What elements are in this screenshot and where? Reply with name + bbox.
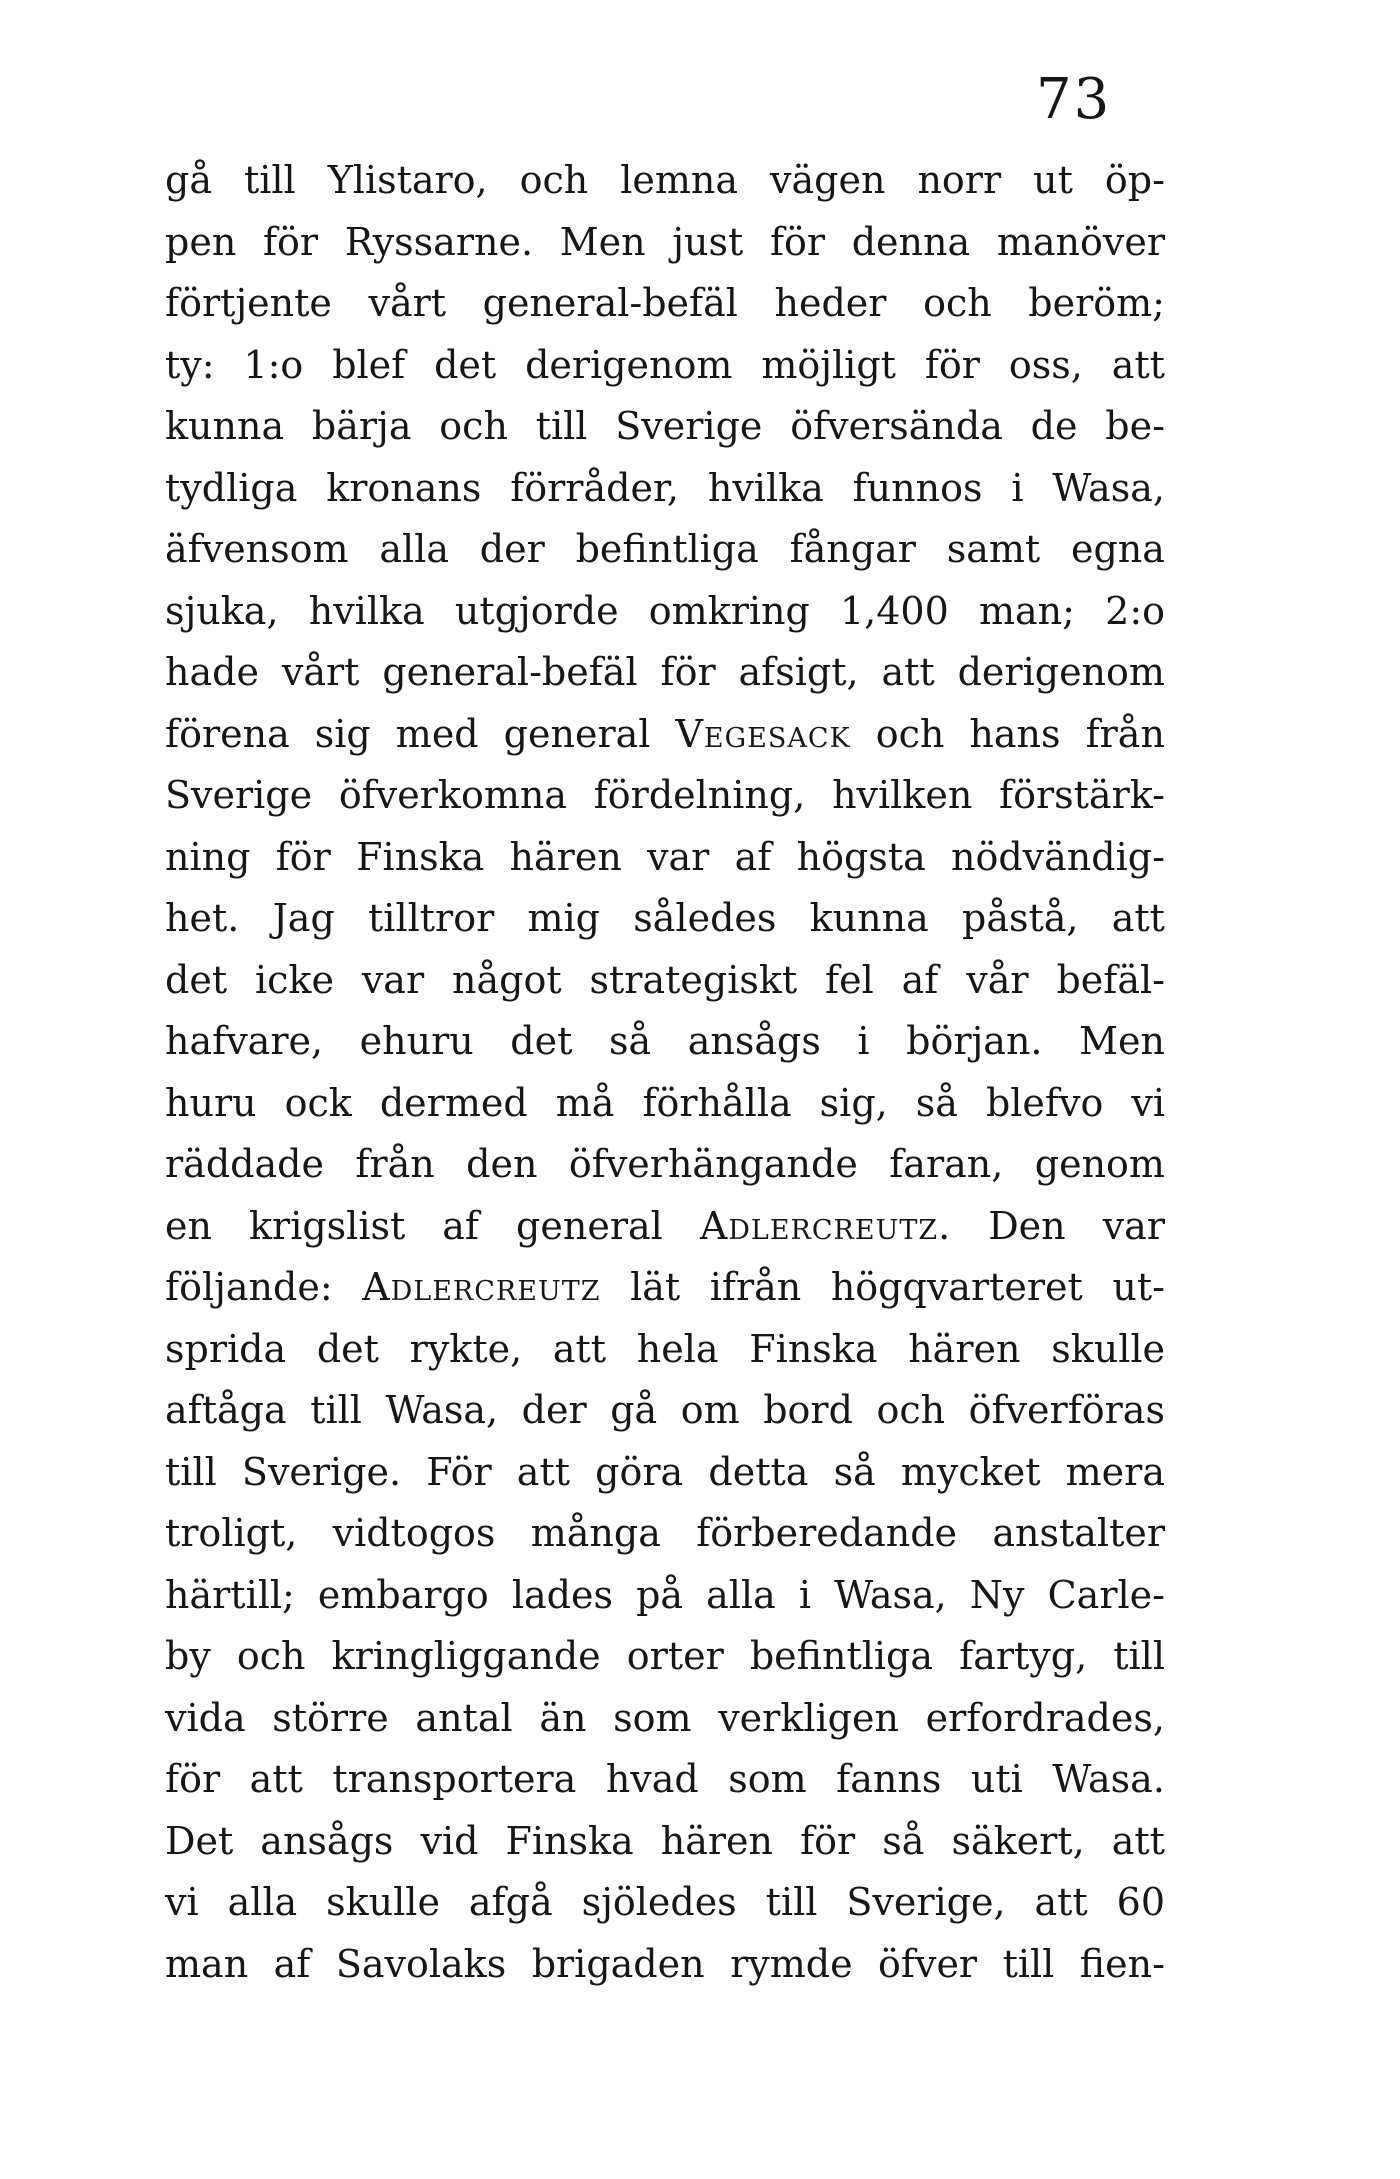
- word: Det: [165, 1818, 234, 1863]
- word: förtjente: [165, 281, 332, 325]
- word: så: [833, 1449, 876, 1494]
- word: general: [503, 711, 651, 756]
- word: vid: [420, 1818, 479, 1863]
- word: på: [636, 1572, 684, 1617]
- word: nödvändig-: [951, 834, 1165, 879]
- word: pen: [165, 219, 237, 264]
- text-line: [165, 396, 1165, 458]
- word: kunna: [165, 404, 285, 448]
- word: antal: [415, 1695, 513, 1740]
- word: i: [798, 1572, 811, 1617]
- word: strategiskt: [589, 957, 798, 1002]
- text-line: [165, 888, 1165, 950]
- word: ning: [165, 834, 251, 879]
- word: Sverige: [615, 404, 763, 448]
- word: ifrån: [709, 1265, 802, 1309]
- word: i: [857, 1019, 870, 1063]
- word: lades: [511, 1572, 613, 1617]
- word: ock: [284, 1080, 352, 1125]
- word: hvad: [605, 1757, 699, 1801]
- word: samt: [946, 527, 1041, 571]
- text-line: [165, 765, 1165, 827]
- word: general: [516, 1203, 663, 1248]
- word: vidtogos: [332, 1511, 496, 1555]
- text-line: [165, 1442, 1165, 1504]
- word: och: [236, 1634, 306, 1678]
- word: vägen: [770, 158, 886, 202]
- word: mera: [1065, 1449, 1165, 1494]
- word: erfordrades,: [925, 1695, 1165, 1740]
- word: Finska: [749, 1326, 878, 1371]
- text-line: [165, 1257, 1165, 1319]
- word: var: [1102, 1203, 1165, 1248]
- word: förena: [165, 711, 290, 756]
- word: Wasa,: [1052, 465, 1165, 510]
- word: bord: [763, 1388, 853, 1432]
- word: ansågs: [260, 1818, 394, 1863]
- word: het.: [165, 896, 240, 940]
- word: till: [765, 1880, 818, 1924]
- word: göra: [595, 1449, 684, 1494]
- text-line: [165, 1934, 1165, 1996]
- word: lät: [630, 1265, 681, 1309]
- word: öfverhängande: [568, 1142, 858, 1186]
- word: det: [434, 342, 497, 387]
- word: Den: [988, 1203, 1066, 1248]
- word: många: [530, 1511, 661, 1555]
- word: må: [555, 1080, 615, 1125]
- word: Finska: [356, 834, 485, 879]
- word: äfvensom: [165, 527, 349, 571]
- word: för: [769, 219, 826, 264]
- word: skulle: [1051, 1326, 1165, 1371]
- text-line: [165, 1565, 1165, 1627]
- word: faran,: [889, 1142, 1004, 1186]
- word: be-: [1105, 404, 1165, 448]
- word: detta: [708, 1449, 809, 1494]
- word: något: [452, 957, 562, 1002]
- word: det: [316, 1326, 379, 1371]
- word: möjligt: [761, 342, 896, 387]
- word: kringliggande: [331, 1634, 601, 1678]
- word: i: [1011, 465, 1024, 510]
- word: manöver: [996, 219, 1165, 264]
- word: till: [243, 158, 296, 202]
- word: till: [1113, 1634, 1165, 1678]
- word: För: [426, 1449, 492, 1494]
- text-line: [165, 150, 1165, 212]
- text-line: [165, 1380, 1165, 1442]
- word: Wasa,: [385, 1388, 499, 1432]
- word: blef: [332, 342, 406, 387]
- word: der: [521, 1388, 587, 1432]
- word: så: [608, 1019, 652, 1063]
- word: att: [1034, 1880, 1088, 1924]
- word: att: [516, 1449, 570, 1494]
- word: man;: [978, 588, 1075, 633]
- word: hvilken: [832, 773, 973, 817]
- word: till: [310, 1388, 362, 1432]
- word: hafvare,: [165, 1019, 324, 1063]
- word: säkert,: [951, 1818, 1085, 1863]
- word: än: [539, 1695, 587, 1740]
- word: bärja: [311, 404, 412, 448]
- word: hären: [509, 834, 622, 879]
- word: 60: [1116, 1880, 1165, 1924]
- word: uti: [970, 1757, 1023, 1801]
- word: och: [876, 1388, 946, 1432]
- word: så: [915, 1080, 958, 1125]
- word: var: [361, 957, 425, 1002]
- word: utgjorde: [454, 588, 619, 633]
- word: för: [275, 834, 331, 879]
- word: afgå: [468, 1880, 553, 1924]
- name-small-caps: Adlercreutz.: [699, 1203, 952, 1248]
- word: general-befäl: [382, 650, 638, 694]
- word: ty:: [165, 342, 215, 387]
- body-text: [165, 150, 1165, 1995]
- word: tilltror: [368, 896, 495, 940]
- word: från: [355, 1142, 435, 1186]
- word: afsigt,: [738, 650, 859, 694]
- word: förhålla: [642, 1080, 792, 1125]
- word: som: [728, 1757, 807, 1801]
- word: transportera: [332, 1757, 577, 1801]
- word: till: [1002, 1941, 1055, 1986]
- word: öp-: [1104, 158, 1165, 202]
- name-small-caps: Adlercreutz: [362, 1265, 601, 1309]
- word: den: [466, 1142, 538, 1186]
- word: öfver: [878, 1941, 978, 1986]
- word: vårt: [368, 281, 447, 325]
- word: Carle-: [1047, 1572, 1165, 1617]
- word: vår: [966, 957, 1029, 1002]
- word: en: [165, 1203, 212, 1248]
- word: Men: [1079, 1019, 1165, 1063]
- text-line: [165, 1872, 1165, 1934]
- word: icke: [254, 957, 334, 1002]
- word: kunna: [809, 896, 929, 940]
- word: mig: [527, 896, 601, 940]
- text-line: [165, 1196, 1165, 1258]
- word: af: [734, 834, 772, 879]
- word: befäl-: [1056, 957, 1165, 1002]
- word: att: [881, 650, 935, 694]
- word: Sverige: [165, 773, 313, 817]
- word: blefvo: [985, 1080, 1104, 1125]
- word: man: [165, 1941, 249, 1986]
- word: general-befäl: [482, 281, 738, 325]
- word: med: [395, 711, 479, 756]
- word: lemna: [620, 158, 739, 202]
- word: för: [660, 650, 716, 694]
- text-line: [165, 1011, 1165, 1073]
- word: gå: [610, 1388, 658, 1432]
- word: oss,: [1008, 342, 1083, 387]
- word: vida: [165, 1695, 246, 1740]
- word: aftåga: [165, 1388, 287, 1432]
- word: omkring: [648, 588, 810, 633]
- text-line: [165, 1626, 1165, 1688]
- word: embargo: [317, 1572, 489, 1617]
- text-line: [165, 1319, 1165, 1381]
- word: Men: [559, 219, 646, 264]
- word: om: [680, 1388, 740, 1432]
- word: krigslist: [249, 1203, 406, 1248]
- word: påstå,: [962, 896, 1079, 940]
- word: för: [262, 219, 319, 264]
- word: fångar: [789, 527, 916, 571]
- word: vi: [165, 1880, 199, 1924]
- word: högqvarteret: [830, 1265, 1083, 1309]
- text-line: [165, 642, 1165, 704]
- text-line: [165, 1134, 1165, 1196]
- word: egna: [1070, 527, 1165, 571]
- text-line: [165, 827, 1165, 889]
- word: öfverkomna: [338, 773, 567, 817]
- word: by: [165, 1634, 211, 1678]
- word: ansågs: [687, 1019, 821, 1063]
- page-number: 73: [1036, 67, 1112, 132]
- word: att: [249, 1757, 303, 1801]
- word: följande:: [165, 1265, 333, 1309]
- word: ehuru: [359, 1019, 474, 1063]
- word: alla: [706, 1572, 776, 1617]
- word: hären: [660, 1818, 774, 1863]
- text-line: [165, 458, 1165, 520]
- word: just: [672, 219, 744, 264]
- word: troligt,: [165, 1511, 298, 1555]
- word: förråder,: [510, 465, 680, 510]
- word: Wasa.: [1052, 1757, 1165, 1801]
- word: sjuka,: [165, 588, 279, 633]
- word: beröm;: [1028, 281, 1165, 325]
- word: alla: [227, 1880, 298, 1924]
- word: högsta: [796, 834, 926, 879]
- word: mycket: [900, 1449, 1041, 1494]
- word: skulle: [326, 1880, 440, 1924]
- word: Ryssarne.: [344, 219, 534, 264]
- word: och: [519, 158, 589, 202]
- text-line: [165, 581, 1165, 643]
- word: början.: [906, 1019, 1043, 1063]
- text-line: [165, 212, 1165, 274]
- word: Finska: [505, 1818, 634, 1863]
- word: orter: [626, 1634, 724, 1678]
- word: befintliga: [749, 1634, 934, 1678]
- word: som: [613, 1695, 692, 1740]
- word: derigenom: [525, 342, 733, 387]
- word: till: [165, 1449, 217, 1494]
- word: förstärk-: [999, 773, 1165, 817]
- word: till: [535, 404, 588, 448]
- word: räddade: [165, 1142, 324, 1186]
- word: vårt: [281, 650, 360, 694]
- word: ut: [1033, 158, 1073, 202]
- word: att: [552, 1326, 607, 1371]
- word: från: [1085, 711, 1165, 756]
- word: anstalter: [992, 1511, 1165, 1555]
- word: brigaden: [531, 1941, 705, 1986]
- word: kronans: [326, 465, 482, 510]
- word: hären: [908, 1326, 1021, 1371]
- word: alla: [379, 527, 449, 571]
- word: de: [1030, 404, 1078, 448]
- word: hans: [969, 711, 1061, 756]
- word: tydliga: [165, 465, 298, 510]
- word: således: [633, 896, 777, 940]
- word: hvilka: [707, 465, 824, 510]
- word: hvilka: [308, 588, 425, 633]
- text-line: [165, 1073, 1165, 1135]
- word: befintliga: [575, 527, 759, 571]
- text-line: [165, 273, 1165, 335]
- name-small-caps: Vegesack: [675, 711, 851, 756]
- word: ut-: [1112, 1265, 1165, 1309]
- word: Ylistaro,: [327, 158, 488, 202]
- word: fördelning,: [593, 773, 806, 817]
- word: af: [901, 957, 939, 1002]
- word: rykte,: [409, 1326, 523, 1371]
- word: att: [1111, 1818, 1165, 1863]
- word: sig,: [819, 1080, 888, 1125]
- word: Wasa,: [834, 1572, 947, 1617]
- word: der: [479, 527, 545, 571]
- word: att: [1111, 896, 1165, 940]
- word: det: [510, 1019, 573, 1063]
- word: sig: [314, 711, 371, 756]
- word: öfverföras: [968, 1388, 1165, 1432]
- word: hade: [165, 650, 259, 694]
- word: funnos: [852, 465, 983, 510]
- word: af: [442, 1203, 480, 1248]
- text-line: [165, 1811, 1165, 1873]
- word: gå: [165, 158, 212, 202]
- word: Sverige,: [846, 1880, 1006, 1924]
- word: öfversända: [790, 404, 1003, 448]
- word: Jag: [272, 896, 335, 940]
- word: sjöledes: [581, 1880, 737, 1924]
- word: sprida: [165, 1326, 287, 1371]
- text-line: [165, 1749, 1165, 1811]
- word: Savolaks: [335, 1941, 507, 1986]
- text-line: [165, 1503, 1165, 1565]
- word: och: [439, 404, 508, 448]
- word: norr: [917, 158, 1002, 202]
- word: och: [875, 711, 945, 756]
- word: så: [882, 1818, 925, 1863]
- word: härtill;: [165, 1572, 295, 1617]
- word: rymde: [730, 1941, 853, 1986]
- word: denna: [851, 219, 971, 264]
- word: 2:o: [1105, 588, 1165, 633]
- word: att: [1111, 342, 1165, 387]
- word: 1,400: [840, 588, 949, 633]
- text-line: [165, 950, 1165, 1012]
- word: och: [923, 281, 992, 325]
- word: 1:o: [243, 342, 304, 387]
- word: hela: [636, 1326, 719, 1371]
- word: af: [273, 1941, 311, 1986]
- word: dermed: [379, 1080, 528, 1125]
- text-line: [165, 519, 1165, 581]
- word: Sverige.: [241, 1449, 402, 1494]
- word: Ny: [969, 1572, 1025, 1617]
- word: derigenom: [957, 650, 1165, 694]
- text-line: [165, 1688, 1165, 1750]
- word: för: [800, 1818, 856, 1863]
- word: för: [165, 1757, 221, 1801]
- word: större: [272, 1695, 389, 1740]
- word: fel: [825, 957, 874, 1002]
- word: verkligen: [718, 1695, 899, 1740]
- word: förberedande: [696, 1511, 958, 1555]
- word: för: [924, 342, 980, 387]
- text-line: [165, 704, 1165, 766]
- text-line: [165, 335, 1165, 397]
- word: det: [165, 957, 228, 1002]
- word: var: [647, 834, 710, 879]
- word: genom: [1034, 1142, 1165, 1186]
- word: heder: [774, 281, 887, 325]
- word: huru: [165, 1080, 257, 1125]
- word: fanns: [836, 1757, 942, 1801]
- word: vi: [1131, 1080, 1165, 1125]
- word: fartyg,: [959, 1634, 1088, 1678]
- word: fien-: [1079, 1941, 1165, 1986]
